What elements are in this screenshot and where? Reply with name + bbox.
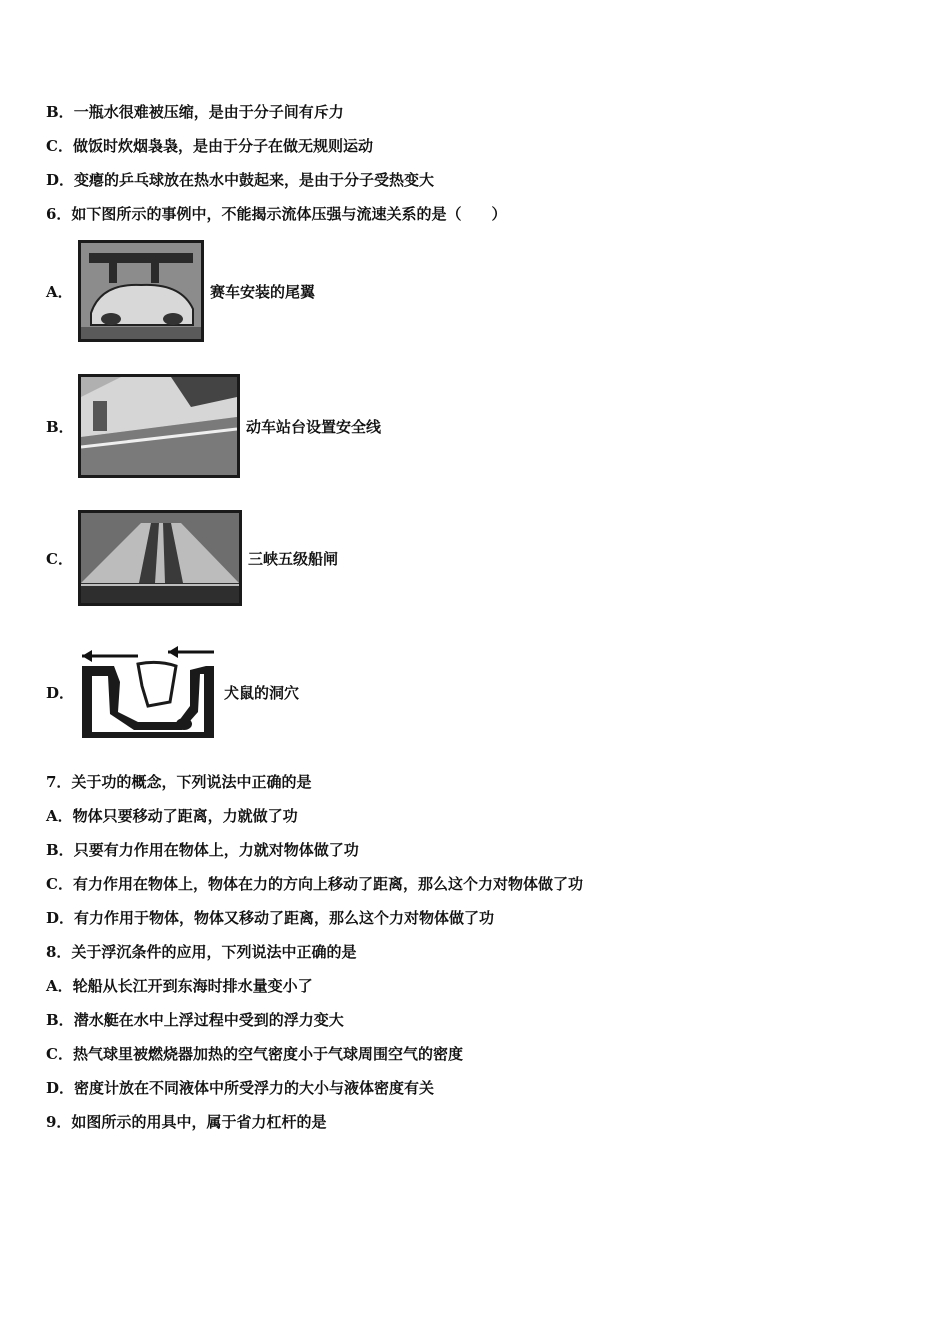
q6-option-a <box>46 240 315 342</box>
q8-option-b: B．潜水艇在水中上浮过程中受到的浮力变大 <box>46 1011 344 1029</box>
q8-option-a: A．轮船从长江开到东海时排水量变小了 <box>46 977 313 995</box>
q6-option-d-caption: 犬鼠的洞穴 <box>224 683 300 702</box>
q7-option-c: C．有力作用在物体上，物体在力的方向上移动了距离，那么这个力对物体做了功 <box>46 875 583 893</box>
q8-stem: 8．关于浮沉条件的应用，下列说法中正确的是 <box>46 943 357 961</box>
q6-option-d-letter: D． <box>46 683 75 702</box>
q7-stem: 7．关于功的概念，下列说法中正确的是 <box>46 773 312 791</box>
q7-option-a: A．物体只要移动了距离，力就做了功 <box>46 807 298 825</box>
q5-option-b: B．一瓶水很难被压缩，是由于分子间有斥力 <box>46 103 344 121</box>
q6-option-b-caption: 动车站台设置安全线 <box>246 417 382 436</box>
q6-option-b-letter: B． <box>46 417 74 436</box>
q6-stem: 6．如下图所示的事例中，不能揭示流体压强与流速关系的是（ ） <box>46 205 507 223</box>
q6-option-c-caption: 三峡五级船闸 <box>248 549 339 568</box>
q6-option-b <box>46 374 381 478</box>
q6-option-c <box>46 510 338 606</box>
q9-stem: 9．如图所示的用具中，属于省力杠杆的是 <box>46 1113 327 1131</box>
q8-option-d: D．密度计放在不同液体中所受浮力的大小与液体密度有关 <box>46 1079 435 1097</box>
q6-option-c-letter: C． <box>46 549 73 568</box>
race-car-spoiler-image <box>78 240 204 342</box>
prairie-dog-burrow-image <box>78 642 218 742</box>
q6-option-a-letter: A． <box>46 282 73 301</box>
q7-option-d: D．有力作用于物体，物体又移动了距离，那么这个力对物体做了功 <box>46 909 495 927</box>
q5-option-d: D．变瘪的乒乓球放在热水中鼓起来，是由于分子受热变大 <box>46 171 435 189</box>
q6-option-d <box>46 642 299 742</box>
q7-option-b: B．只要有力作用在物体上，力就对物体做了功 <box>46 841 359 859</box>
train-platform-image <box>78 374 240 478</box>
q8-option-c: C．热气球里被燃烧器加热的空气密度小于气球周围空气的密度 <box>46 1045 463 1063</box>
q5-option-c: C．做饭时炊烟袅袅，是由于分子在做无规则运动 <box>46 137 373 155</box>
ship-lock-image <box>78 510 242 606</box>
q6-option-a-caption: 赛车安装的尾翼 <box>210 282 316 301</box>
